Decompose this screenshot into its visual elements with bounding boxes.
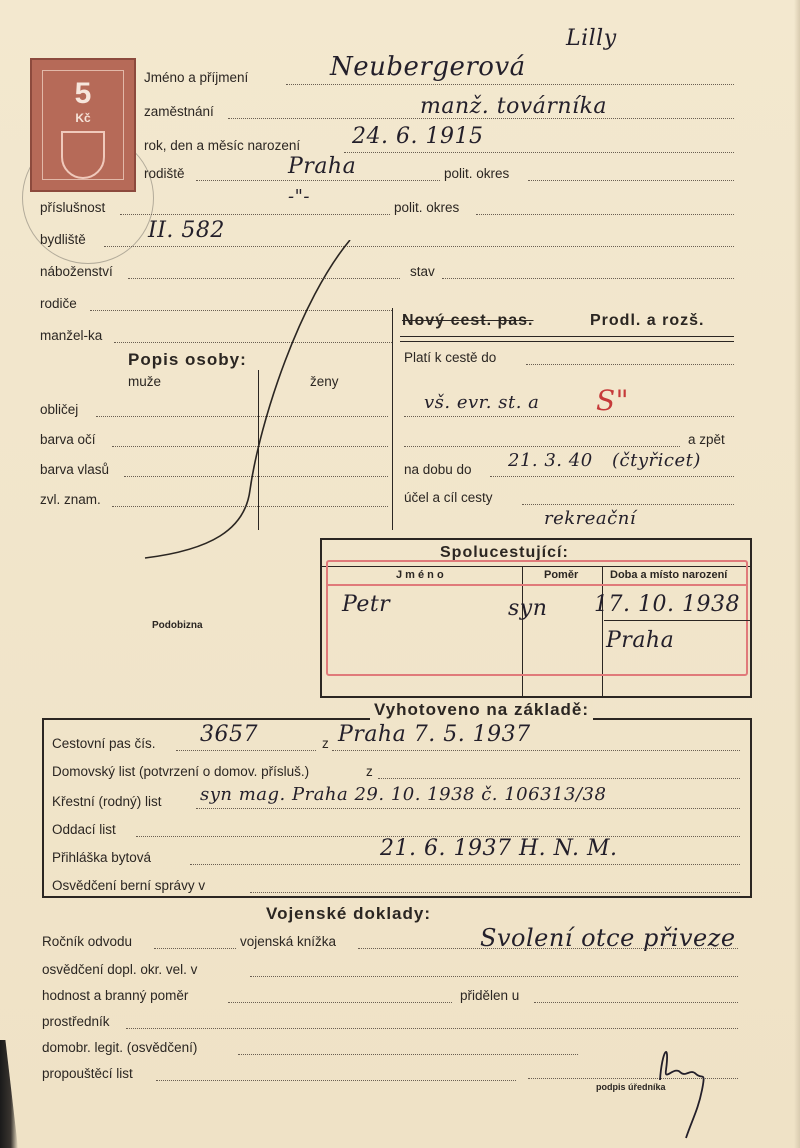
label-podpis: podpis úředníka	[596, 1082, 666, 1092]
line-prislusnost	[120, 214, 390, 215]
label-plati: Platí k cestě do	[404, 350, 497, 365]
rule-pas-1	[400, 336, 734, 337]
line-destination	[404, 416, 734, 417]
hw-krestni-value: syn mag. Praha 29. 10. 1938 č. 106313/38	[200, 784, 607, 805]
line-osvedceni	[250, 892, 740, 893]
vyhotoveno-title: Vyhotoveno na základě:	[370, 700, 593, 720]
line-na-dobu	[490, 476, 734, 477]
label-zvl-znam: zvl. znam.	[40, 492, 101, 507]
stamp-value: 5	[74, 77, 92, 110]
revenue-stamp	[30, 58, 136, 192]
label-zamestnani: zaměstnání	[144, 104, 214, 119]
label-pridelen: přidělen u	[460, 988, 520, 1003]
line-polit-okres-2	[476, 214, 734, 215]
label-oddaci: Oddací list	[52, 822, 116, 837]
hw-bydliste: II. 582	[148, 218, 225, 243]
hw-companion-relation: syn	[508, 596, 548, 621]
col-pomer: Poměr	[544, 569, 579, 581]
label-prostrednik: prostředník	[42, 1014, 110, 1029]
hw-occupation: manž. továrníka	[420, 94, 608, 119]
label-rodiste: rodiště	[144, 166, 185, 181]
label-dopl: osvědčení dopl. okr. vel. v	[42, 962, 198, 977]
right-column-divider	[392, 308, 393, 530]
stamp-frame	[42, 70, 124, 180]
line-zpet	[404, 446, 680, 447]
label-prodl: Prodl. a rozš.	[590, 312, 705, 329]
label-podobizna: Podobizna	[152, 620, 203, 631]
label-barva-oci: barva očí	[40, 432, 96, 447]
official-signature-icon	[640, 1020, 720, 1140]
paper-edge	[794, 0, 800, 1148]
label-osvedceni: Osvědčení berní správy v	[52, 878, 206, 893]
label-zeny: ženy	[310, 374, 339, 389]
hw-valid-note: (čtyřicet)	[612, 450, 701, 471]
hw-prihlaska-value: 21. 6. 1937 H. N. M.	[380, 836, 618, 861]
hw-birthdate: 24. 6. 1915	[352, 124, 484, 149]
hw-destination-extra: S"	[596, 384, 630, 417]
label-z-2: z	[366, 764, 373, 779]
line-jmeno	[286, 84, 734, 85]
hw-pas-number: 3657	[200, 722, 258, 747]
line-rocnik	[154, 948, 236, 949]
stamp-currency: Kč	[75, 111, 91, 125]
line-polit-okres	[528, 180, 734, 181]
line-rodiste	[196, 180, 440, 181]
vojenske-title: Vojenské doklady:	[266, 904, 432, 923]
label-domobr: domobr. legit. (osvědčení)	[42, 1040, 198, 1055]
line-plati	[526, 364, 734, 365]
label-barva-vlasu: barva vlasů	[40, 462, 110, 477]
hw-prislusnost: -"-	[288, 186, 310, 207]
label-na-dobu: na dobu do	[404, 462, 472, 477]
label-prihlaska: Přihláška bytová	[52, 850, 152, 865]
label-pas-cis: Cestovní pas čís.	[52, 736, 156, 751]
hw-military: Svolení otce přiveze	[480, 924, 736, 952]
label-nabozenstvi: náboženství	[40, 264, 113, 279]
label-polit-okres-2: polit. okres	[394, 200, 460, 215]
label-narozeni: rok, den a měsíc narození	[144, 138, 301, 153]
label-manzel: manžel-ka	[40, 328, 103, 343]
line-ucel	[522, 504, 734, 505]
popis-title: Popis osoby:	[128, 350, 247, 369]
label-rodice: rodiče	[40, 296, 77, 311]
spolucestujici-title: Spolucestující:	[440, 544, 569, 561]
hw-pas-from: Praha 7. 5. 1937	[338, 722, 531, 747]
hw-companion-name: Petr	[342, 592, 391, 617]
hw-companion-birth: 17. 10. 1938	[594, 592, 740, 617]
line-pas-cis	[176, 750, 316, 751]
label-novy-pas: Nový cest. pas.	[402, 312, 534, 329]
label-a-zpet: a zpět	[688, 432, 725, 447]
hw-surname: Neubergerová	[330, 52, 526, 82]
label-jmeno: Jméno a příjmení	[144, 70, 249, 85]
hw-firstname: Lilly	[566, 26, 617, 51]
label-knizka: vojenská knížka	[240, 934, 337, 949]
label-krestni: Křestní (rodný) list	[52, 794, 162, 809]
line-narozeni	[344, 152, 734, 153]
line-stav	[442, 278, 734, 279]
label-prislusnost: příslušnost	[40, 200, 106, 215]
line-hodnost	[228, 1002, 452, 1003]
label-muze: muže	[128, 374, 162, 389]
line-krestni	[196, 808, 740, 809]
hw-valid-until: 21. 3. 40	[508, 450, 593, 471]
label-propousteci: propouštěcí list	[42, 1066, 133, 1081]
line-z-1	[332, 750, 740, 751]
scan-edge-shadow	[0, 1040, 18, 1148]
hw-companion-place: Praha	[606, 628, 675, 653]
cancellation-stroke-icon	[140, 240, 370, 570]
label-hodnost: hodnost a branný poměr	[42, 988, 189, 1003]
line-domovsky	[378, 778, 740, 779]
line-prihlaska	[190, 864, 740, 865]
line-propousteci	[156, 1080, 516, 1081]
red-header-rule	[326, 584, 748, 586]
label-ucel: účel a cíl cesty	[404, 490, 493, 505]
col-doba: Doba a místo narození	[610, 569, 728, 581]
rule-pas-2	[400, 341, 734, 342]
line-domobr	[238, 1054, 578, 1055]
label-z-1: z	[322, 736, 329, 751]
label-bydliste: bydliště	[40, 232, 86, 247]
label-domovsky: Domovský list (potvrzení o domov. přísluš.)	[52, 764, 310, 779]
hw-purpose: rekreační	[544, 508, 637, 529]
line-dopl	[250, 976, 738, 977]
spolu-row-line	[604, 620, 750, 621]
hw-destination: vš. evr. st. a	[424, 392, 540, 413]
label-polit-okres: polit. okres	[444, 166, 510, 181]
hw-birthplace: Praha	[288, 154, 357, 179]
coat-of-arms-icon	[61, 131, 105, 179]
label-rocnik: Ročník odvodu	[42, 934, 133, 949]
col-jmeno: J m é n o	[396, 569, 444, 581]
label-oblicej: obličej	[40, 402, 79, 417]
line-pridelen	[534, 1002, 738, 1003]
label-stav: stav	[410, 264, 435, 279]
